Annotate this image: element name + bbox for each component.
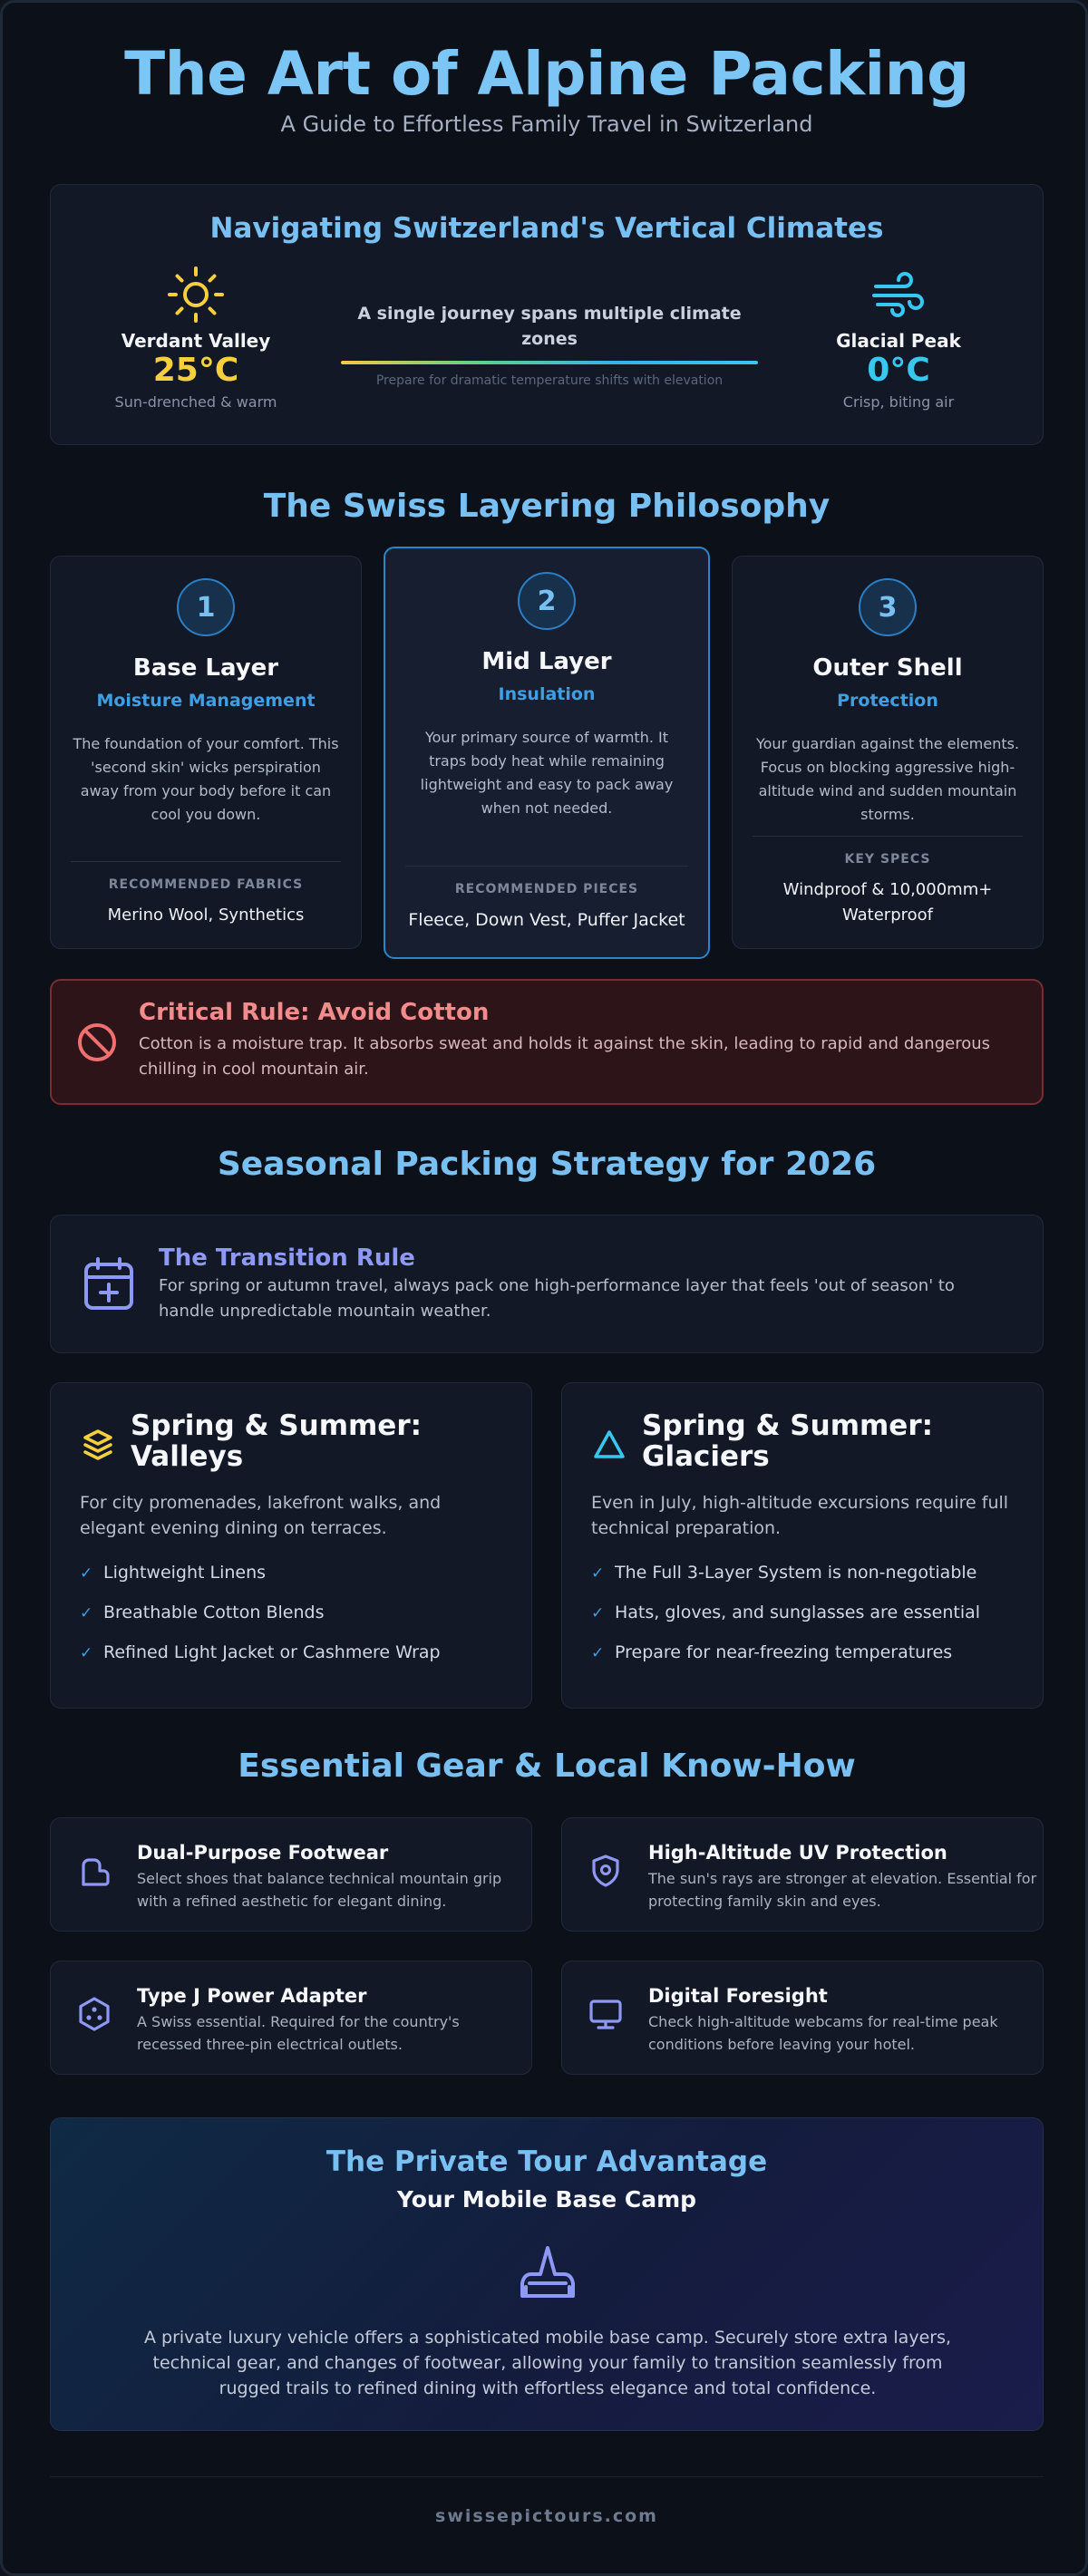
seasonal-title: Seasonal Packing Strategy for 2026: [217, 1146, 877, 1183]
list-item: ✓ Prepare for near-freezing temperatures: [591, 1642, 953, 1662]
elevation-gradient-bar: [341, 361, 758, 364]
climate-card: [50, 184, 1044, 445]
layer-divider: [405, 866, 688, 867]
list-item: ✓ Refined Light Jacket or Cashmere Wrap: [80, 1642, 441, 1662]
check-icon: ✓: [80, 1644, 93, 1662]
cotton-text: Cotton is a moisture trap. It absorbs sweat and holds it against the skin, leading to rapid and dangerous chilling in cool mountain air.: [139, 1034, 991, 1079]
tour-text: A private luxury vehicle offers a sophisticated mobile base camp. Securely store extra layers, technical gear, and changes of footwear, allowing your family to transition seamlessly from rugged trails to refined dining with effortless elegance and total confidence.: [143, 2328, 952, 2398]
layer-spec-label: KEY SPECS: [844, 852, 931, 867]
layer-spec: Windproof & 10,000mm+ Waterproof: [782, 880, 993, 925]
peak-temp: 0°C: [867, 352, 930, 389]
layer-card-mid: [384, 547, 710, 959]
check-icon: ✓: [591, 1564, 605, 1583]
season-description: For city promenades, lakefront walks, and elegant evening dining on terraces.: [80, 1493, 442, 1538]
layer-spec-label: RECOMMENDED FABRICS: [108, 877, 304, 892]
layers-icon: [80, 1427, 116, 1463]
wind-icon: [869, 265, 928, 324]
check-icon: ✓: [80, 1564, 93, 1583]
footer-link[interactable]: swissepictours.com: [435, 2506, 658, 2526]
cotton-warning: [50, 979, 1044, 1105]
layer-tag: Moisture Management: [96, 691, 316, 711]
climate-title: Navigating Switzerland's Vertical Climates: [209, 212, 884, 245]
footer-divider: [50, 2476, 1044, 2477]
layer-name: Outer Shell: [812, 654, 963, 682]
layer-divider: [71, 861, 341, 862]
season-title: Spring & Summer: Valleys: [131, 1409, 423, 1473]
sun-icon: [166, 265, 226, 324]
list-item: ✓ Breathable Cotton Blends: [80, 1603, 325, 1622]
peak-column: [790, 265, 1007, 411]
valley-desc: Sun-drenched & warm: [114, 393, 277, 411]
gear-text: The sun's rays are stronger at elevation. Essential for protecting family skin and eyes.: [648, 1870, 1037, 1910]
layer-name: Mid Layer: [481, 648, 612, 675]
layering-title: The Swiss Layering Philosophy: [263, 488, 831, 525]
gear-title: Dual-Purpose Footwear: [137, 1842, 389, 1864]
gear-card-uv: [561, 1817, 1044, 1932]
layer-description: The foundation of your comfort. This 'second skin' wicks perspiration away from your body before it can cool you down.: [73, 735, 339, 823]
check-icon: ✓: [80, 1604, 93, 1622]
page-subtitle: A Guide to Effortless Family Travel in Switzerland: [280, 111, 813, 137]
gear-card-footwear: [50, 1817, 532, 1932]
cotton-title: Critical Rule: Avoid Cotton: [139, 999, 490, 1026]
list-item: ✓ The Full 3-Layer System is non-negotiable: [591, 1563, 977, 1583]
valley-column: [87, 265, 305, 411]
list-item: ✓ Hats, gloves, and sunglasses are essential: [591, 1603, 981, 1622]
layer-description: Your guardian against the elements. Focus on blocking aggressive high-altitude wind and sudden mountain storms.: [755, 735, 1020, 823]
season-title: Spring & Summer: Glaciers: [642, 1409, 934, 1473]
gear-text: A Swiss essential. Required for the country's recessed three-pin electrical outlets.: [137, 2013, 460, 2053]
layer-number-badge: 3: [859, 578, 917, 636]
gear-text: Check high-altitude webcams for real-time peak conditions before leaving your hotel.: [648, 2013, 998, 2053]
season-list: [591, 1563, 1026, 1682]
gear-text: Select shoes that balance technical mountain grip with a refined aesthetic for elegant dining.: [137, 1870, 502, 1910]
mountain-van-icon: [515, 2243, 580, 2303]
peak-desc: Crisp, biting air: [842, 393, 955, 411]
gear-title: Type J Power Adapter: [137, 1985, 367, 2007]
valley-name: Verdant Valley: [121, 330, 271, 352]
gear-card-webcams: [561, 1961, 1044, 2075]
gear-card-adapter: [50, 1961, 532, 2075]
monitor-icon: [588, 1996, 624, 2032]
season-card-glaciers: [561, 1382, 1044, 1709]
climate-middle: [341, 301, 758, 388]
season-list: [80, 1563, 515, 1682]
climate-middle-text: A single journey spans multiple climate zones: [357, 304, 742, 349]
gear-title: High-Altitude UV Protection: [648, 1842, 947, 1864]
layer-spec: Merino Wool, Synthetics: [107, 905, 305, 925]
page-title: The Art of Alpine Packing: [124, 39, 969, 109]
season-description: Even in July, high-altitude excursions require full technical preparation.: [591, 1493, 1009, 1538]
check-icon: ✓: [591, 1644, 605, 1662]
layer-card-outer: [732, 556, 1044, 949]
ban-icon: [75, 1021, 119, 1064]
private-tour-card: [50, 2117, 1044, 2431]
list-item: ✓ Lightweight Linens: [80, 1563, 267, 1583]
layer-spec-label: RECOMMENDED PIECES: [454, 882, 639, 896]
plug-hexagon-icon: [76, 1996, 112, 2032]
season-card-valleys: [50, 1382, 532, 1709]
gear-title: Digital Foresight: [648, 1985, 828, 2007]
transition-text: For spring or autumn travel, always pack one high-performance layer that feels 'out of season' to handle unpredictable mountain weather.: [159, 1276, 955, 1321]
layer-description: Your primary source of warmth. It traps body heat while remaining lightweight and easy to pack away when not needed.: [420, 729, 674, 817]
check-icon: ✓: [591, 1604, 605, 1622]
shield-icon: [588, 1853, 624, 1889]
layer-spec: Fleece, Down Vest, Puffer Jacket: [408, 910, 685, 930]
climate-middle-sub: Prepare for dramatic temperature shifts with elevation: [375, 373, 724, 388]
peak-name: Glacial Peak: [836, 330, 961, 352]
tour-subtitle: Your Mobile Base Camp: [396, 2186, 697, 2213]
layer-tag: Insulation: [498, 684, 596, 704]
layer-number-badge: 1: [177, 578, 235, 636]
layer-name: Base Layer: [132, 654, 279, 682]
tour-title: The Private Tour Advantage: [325, 2145, 768, 2178]
calendar-plus-icon: [82, 1255, 136, 1313]
valley-temp: 25°C: [152, 352, 239, 389]
layer-card-base: [50, 556, 362, 949]
mountain-triangle-icon: [591, 1427, 627, 1463]
shoe-icon: [76, 1853, 112, 1889]
transition-rule-card: [50, 1215, 1044, 1353]
layer-tag: Protection: [837, 691, 938, 711]
gear-title: Essential Gear & Local Know-How: [238, 1748, 856, 1785]
transition-title: The Transition Rule: [159, 1244, 415, 1272]
layer-number-badge: 2: [518, 572, 576, 630]
layer-divider: [753, 836, 1023, 837]
